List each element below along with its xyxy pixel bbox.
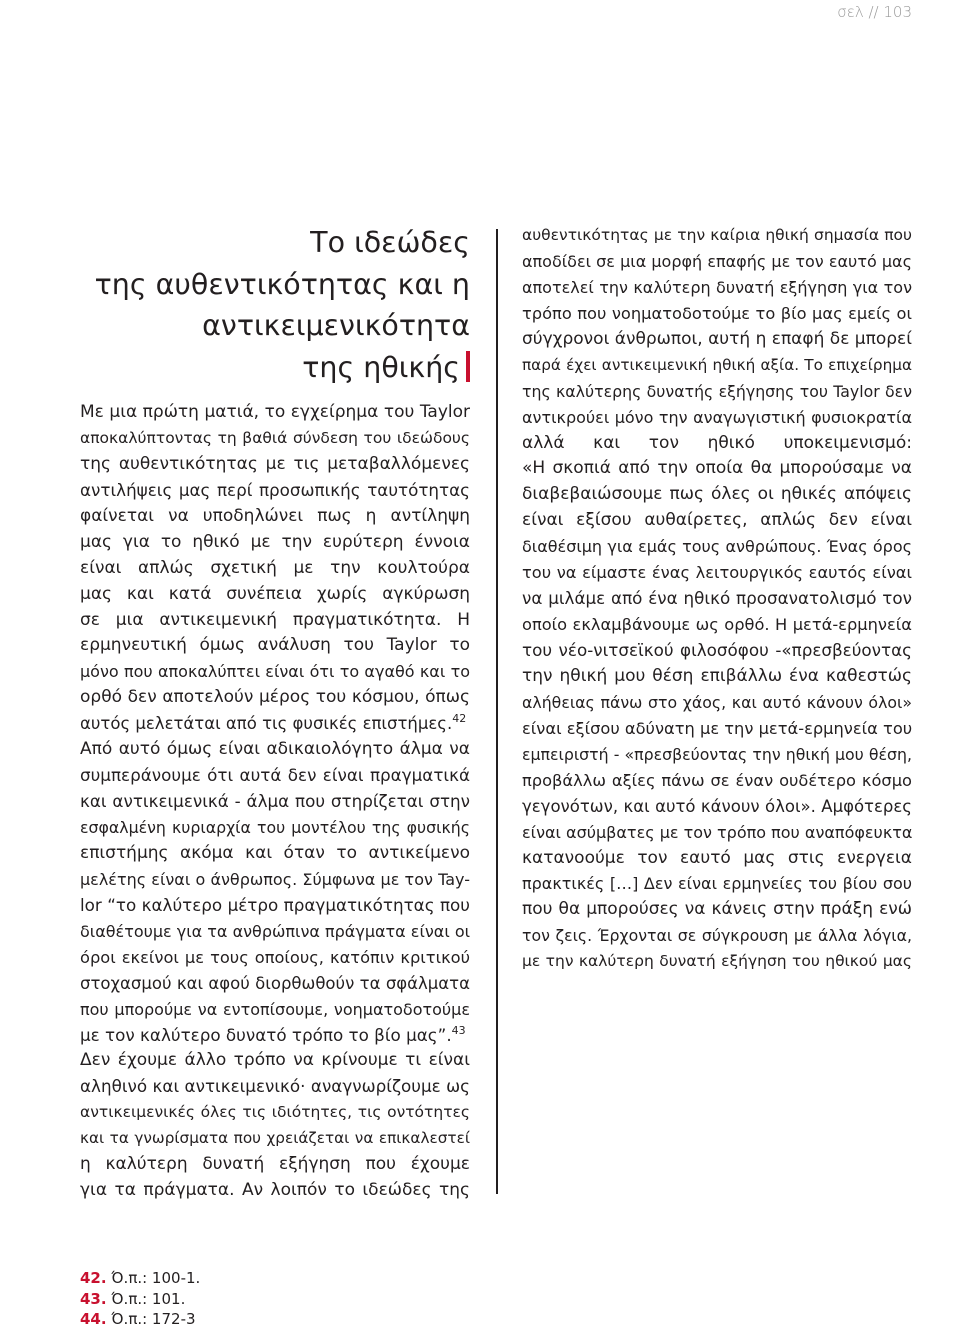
text-line: εμπειριστή - «πρεσβεύοντας την ηθική μου θέση, — [522, 744, 912, 764]
text-line: μόνο που αποκαλύπτει είναι ότι το αγαθό και το — [80, 662, 470, 682]
text-line: που μπορούμε να εντοπίσουμε, νοηματοδοτούμε — [80, 999, 470, 1019]
text-line: αυθεντικότητας με την καίρια ηθική σημασία που — [522, 226, 912, 244]
text-line: ερμηνευτική όμως ανάλυση του Taylor το — [80, 635, 470, 656]
footnote — [80, 1289, 200, 1310]
footnotes — [80, 1268, 200, 1330]
text-line: της καλύτερης δυνατής εξήγησης του Taylor δεν — [522, 381, 912, 401]
page-number: σελ // 103 — [837, 3, 912, 21]
text-line: Με μια πρώτη ματιά, το εγχείρημα του Taylor — [80, 402, 470, 422]
text-line: οποίο εκλαμβάνουμε ως ορθό. Η μετά-ερμηνεία — [522, 615, 912, 635]
text-line: «Η σκοπιά από την οποία θα μπορούσαμε να — [522, 458, 912, 479]
text-line: αντιλήψεις μας περί προσωπικής ταυτότητας — [80, 479, 470, 500]
text-line: εσφαλμένη κυριαρχία του μοντέλου της φυσικής — [80, 818, 470, 837]
text-line: επιστήμης ακόμα και όταν το αντικείμενο — [80, 842, 470, 863]
text-line: που θα μπορούσες να κάνεις στην πράξη ενώ — [522, 899, 912, 920]
text-line: αντικειμενικές όλες τις ιδιότητες, τις οντότητες — [80, 1103, 470, 1122]
title-line: αντικειμενικότητα — [202, 309, 470, 342]
text-line: Από αυτό όμως είναι αδικαιολόγητο άλμα να — [80, 739, 470, 760]
text-line: αλλά και τον ηθικό υποκειμενισμό: — [522, 432, 912, 453]
text-line: σε μια αντικειμενική πραγματικότητα. Η — [80, 609, 470, 630]
footnote-ref-42: 42 — [452, 712, 467, 726]
text-line: είναι ασύμβατες με τον τρόπο που αναπόφευκτα — [522, 822, 913, 842]
text-line: πρακτικές […] Δεν είναι ερμηνείες του βίου σου — [522, 874, 912, 894]
title-accent-bar — [466, 351, 470, 382]
text-line: με την καλύτερη δυνατή εξήγηση του ηθικού μας — [522, 952, 912, 971]
title-line: Το ιδεώδες — [310, 226, 470, 259]
text-line-content: αυτός μελετάται από τις φυσικές επιστήμες. — [80, 714, 453, 734]
title-line-text: της ηθικής — [302, 350, 460, 384]
column-divider — [496, 229, 498, 1194]
text-line: μας και κατά συνέπεια χωρίς αγκύρωση — [80, 583, 470, 604]
text-line: διαθέτουμε για τα ανθρώπινα πράγματα είναι οι — [80, 921, 471, 941]
footnote-text: Ό.π.: 172-3 — [111, 1310, 196, 1328]
right-text-column — [522, 223, 912, 975]
text-line: κατανοούμε τον εαυτό μας στις ενεργεια — [522, 847, 912, 868]
left-text-column — [80, 400, 470, 1204]
title-line — [80, 347, 470, 389]
text-line: και αντικειμενικά - άλμα που στηρίζεται στην — [80, 791, 470, 812]
text-line: παρά έχει αντικειμενική ηθική αξία. Το επιχείρημα — [522, 355, 912, 374]
text-line: και τα γνωρίσματα που χρειάζεται να επικαλεστεί — [80, 1129, 470, 1148]
text-line-content: με τον καλύτερο δυνατό τρόπο το βίο μας”. — [80, 1024, 452, 1045]
text-line: είναι εξίσου αυθαίρετες, απλώς δεν είναι — [522, 510, 912, 531]
text-line: του να είμαστε ένας λειτουργικός εαυτός είναι — [522, 563, 912, 583]
text-line: μελέτης είναι ο άνθρωπος. Σύμφωνα με τον Tay- — [80, 869, 470, 889]
footnote — [80, 1309, 200, 1330]
text-line: μας για το ηθικό με την ευρύτερη έννοια — [80, 531, 470, 552]
text-line: την ηθική μου θέση επιβάλλω ένα καθεστώς — [522, 665, 912, 686]
footnote-number: 44. — [80, 1310, 107, 1328]
footnote-text: Ό.π.: 100-1. — [111, 1269, 201, 1287]
text-line: όροι εκείνοι με τους οποίους, κατόπιν κριτικού — [80, 947, 470, 967]
text-line: η καλύτερη δυνατή εξήγηση που έχουμε — [80, 1154, 470, 1175]
footnote-number: 43. — [80, 1289, 107, 1308]
text-line: αποδίδει σε μια μορφή επαφής με τον εαυτό μας — [522, 251, 912, 271]
text-line: αλήθειας πάνω στο χάος, και αυτό κάνουν όλοι» — [522, 692, 912, 712]
text-line: γεγονότων, και αυτό κάνουν όλοι». Αμφότερες — [522, 796, 912, 816]
text-line: συμπεράνουμε ότι αυτά δεν είναι πραγματικά — [80, 765, 470, 786]
text-line: της αυθεντικότητας με τις μεταβαλλόμενες — [80, 453, 470, 474]
text-line: ορθό δεν αποτελούν μέρος του κόσμου, όπως — [80, 687, 470, 708]
text-line: αληθινό και αντικειμενικό· αναγνωρίζουμε ως — [80, 1076, 470, 1097]
text-line: αποτελεί την καλύτερη δυνατή εξήγηση για τον — [522, 277, 912, 297]
title-line: της αυθεντικότητας και η — [94, 267, 470, 301]
article-title — [80, 222, 470, 388]
text-line: Δεν έχουμε άλλο τρόπο να κρίνουμε τι είναι — [80, 1050, 470, 1071]
text-line: φαίνεται να υποδηλώνει πως η αντίληψη — [80, 505, 470, 526]
text-line — [80, 711, 470, 737]
text-line: τον ζεις. Έρχονται σε σύγκρουση με άλλα λόγια, — [522, 926, 912, 946]
text-line: στοχασμού και αφού διορθωθούν τα σφάλματα — [80, 973, 470, 993]
text-line: αποκαλύπτοντας τη βαθιά σύνδεση του ιδεώδους — [80, 428, 470, 447]
text-line: είναι εξίσου αδύνατη με την μετά-ερμηνεία του — [522, 718, 913, 738]
text-line: προβάλλω αξίες πάνω σε έναν ουδέτερο κόσμο — [522, 770, 912, 790]
text-line: σύγχρονοι άνθρωποι, αυτή η επαφή δε μπορεί — [522, 328, 912, 349]
text-line: αντικρούει μόνο την αναγωγιστική φυσιοκρατία — [522, 407, 912, 427]
text-line: τρόπο που νοηματοδοτούμε το βίο μας εμείς οι — [522, 303, 912, 323]
footnote-text: Ό.π.: 101. — [111, 1289, 186, 1308]
text-line: διαβεβαιώσουμε πως όλες οι ηθικές απόψεις — [522, 484, 912, 505]
text-line: του νέο-νιτσεϊκού φιλοσόφου -«πρεσβεύοντας — [522, 640, 912, 660]
text-line: να μιλάμε από ένα ηθικό προσανατολισμό τον — [522, 588, 912, 609]
text-line: για τα πράγματα. Αν λοιπόν το ιδεώδες της — [80, 1180, 470, 1201]
footnote — [80, 1268, 200, 1289]
text-line: lor “το καλύτερο μέτρο πραγματικότητας που — [80, 894, 470, 915]
footnote-number: 42. — [80, 1269, 107, 1287]
text-line — [80, 1023, 470, 1049]
text-line: είναι απλώς σχετική με την κουλτούρα — [80, 557, 470, 578]
text-line: διαθέσιμη για εμάς τους ανθρώπους. Ένας όρος — [522, 537, 912, 557]
footnote-ref-43: 43 — [451, 1023, 466, 1037]
